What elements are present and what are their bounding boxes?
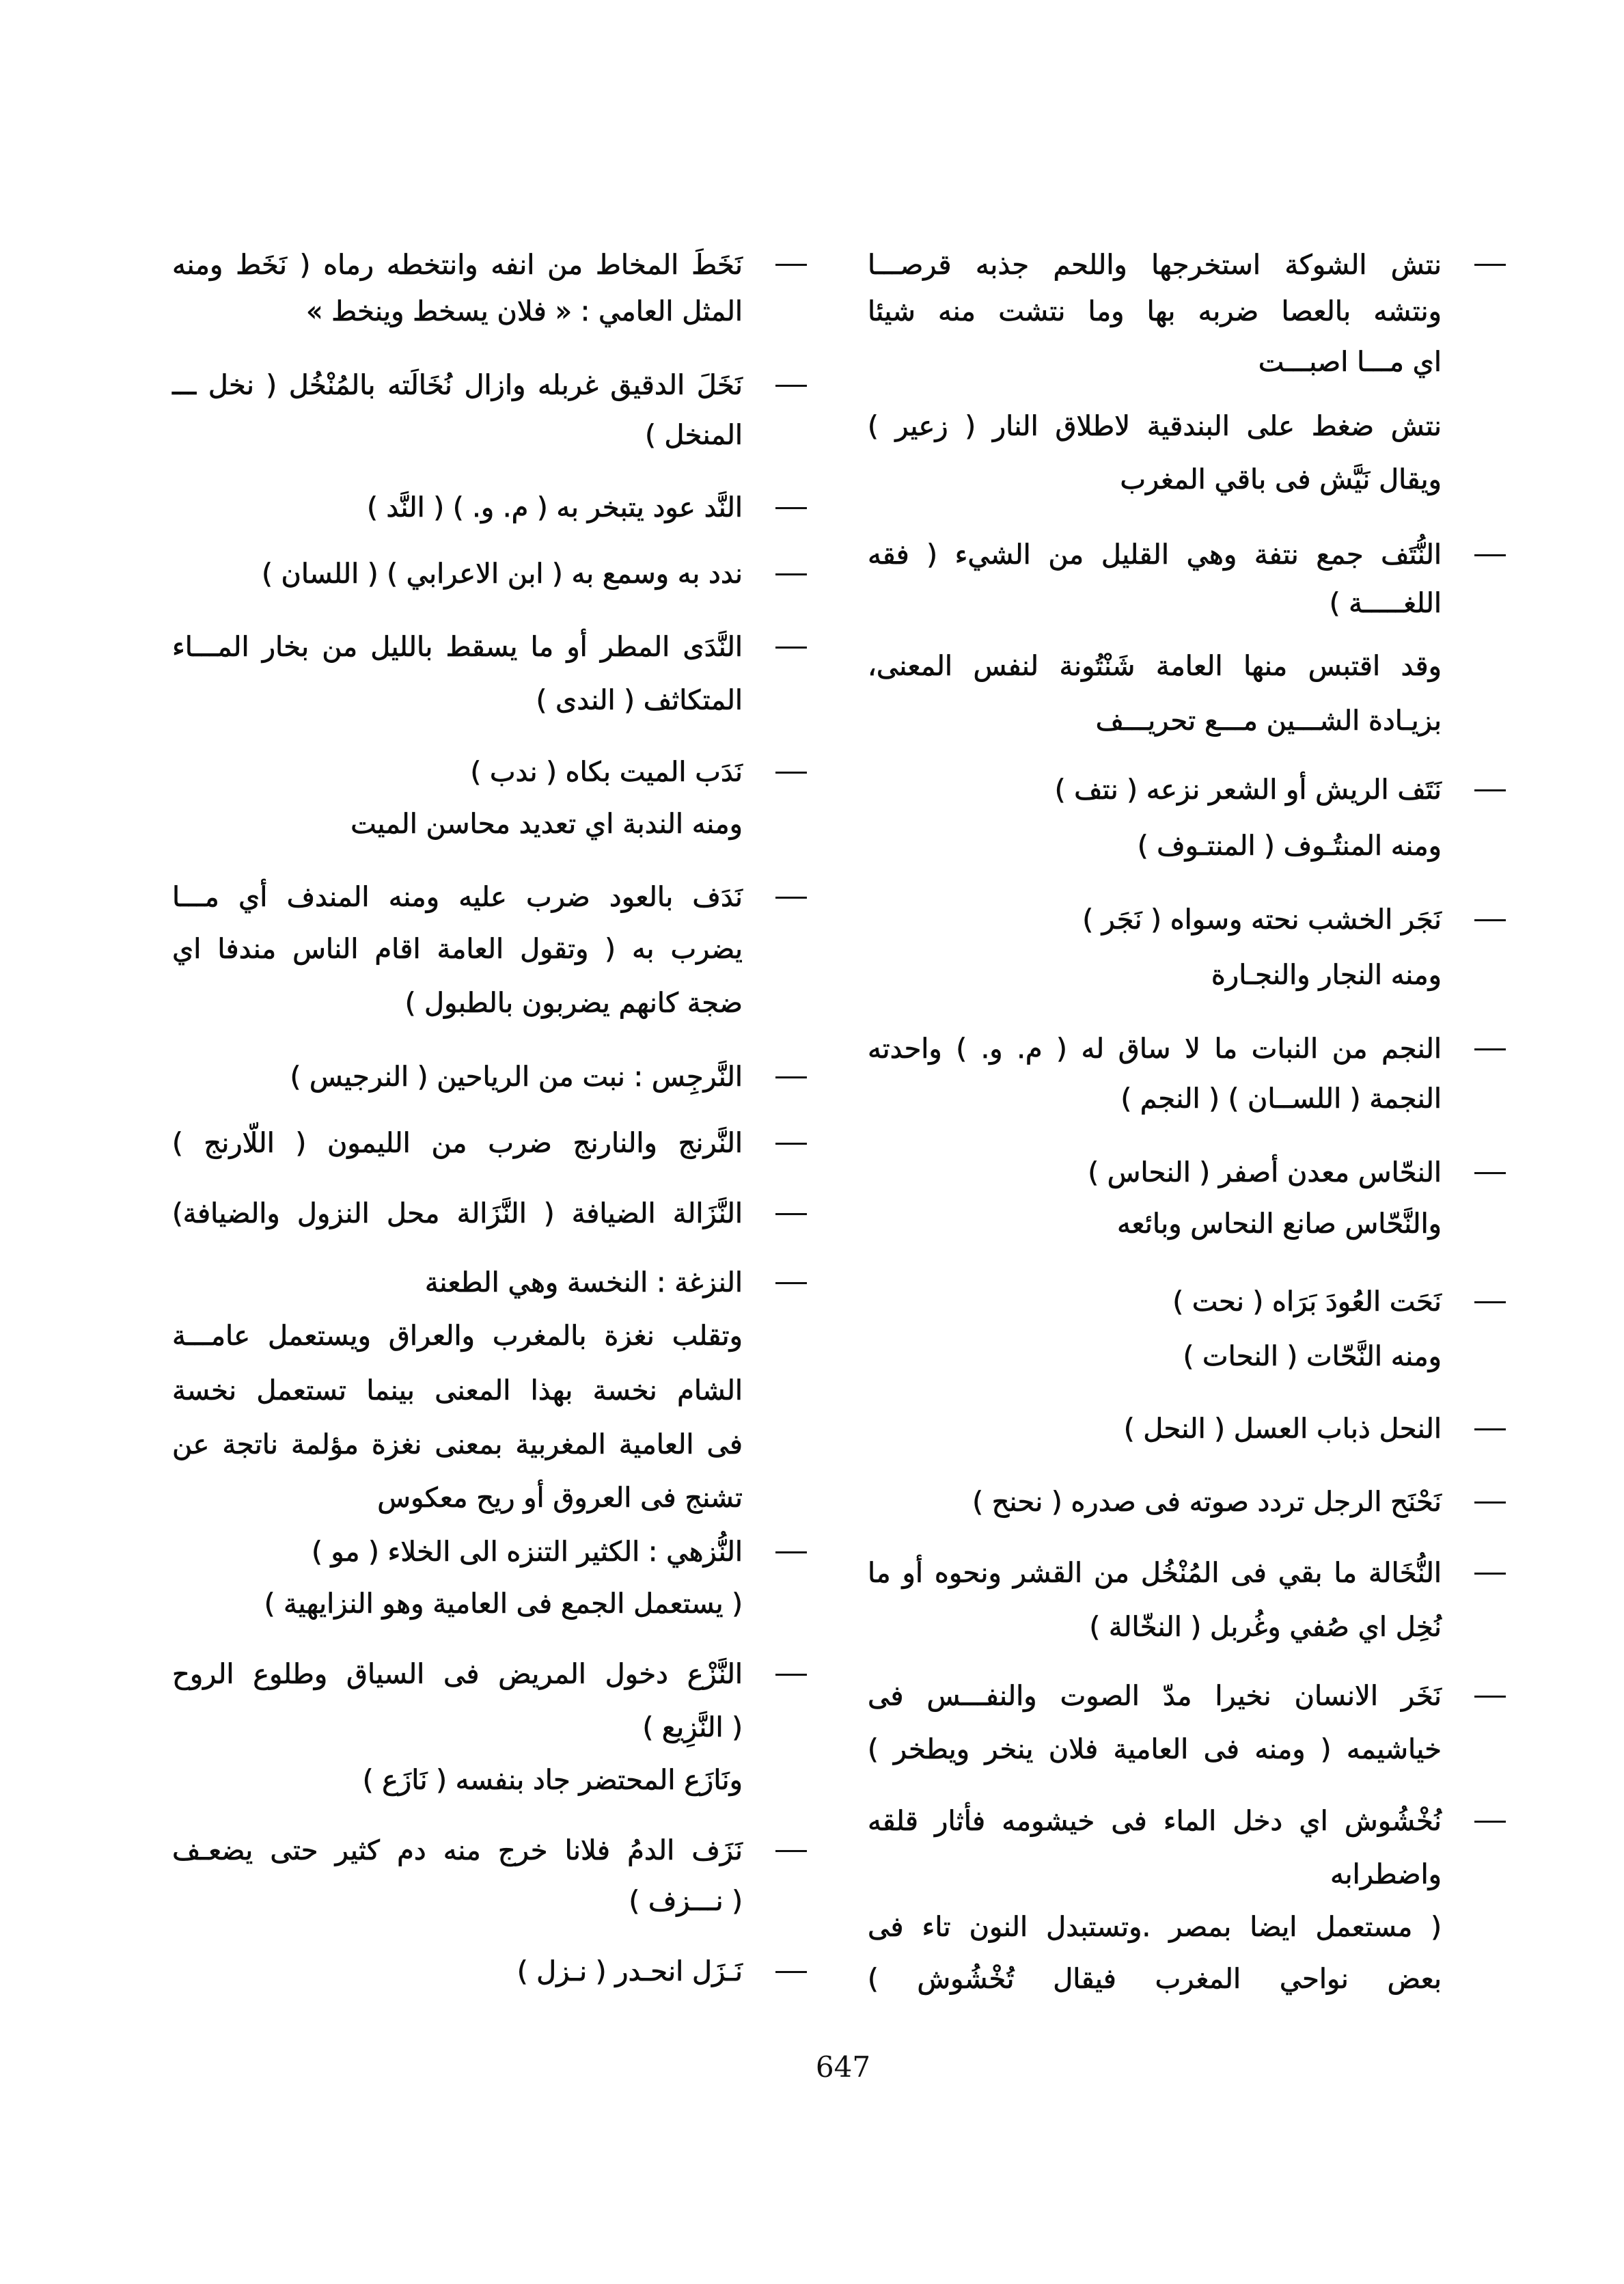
entry-line: المنخل ): [645, 420, 743, 451]
entry-line: ومنه النَّحّات ( النحات ): [1183, 1341, 1442, 1372]
entry-dash: [1474, 919, 1506, 921]
page-number: 647: [815, 2050, 871, 2084]
entry-line: النَّزَالة الضيافة ( النَّزَالة محل النزول والضيافة): [172, 1198, 743, 1229]
entry-line: النجمة ( اللســان ) ( النجم ): [1120, 1083, 1442, 1115]
entry-line: واضطرابه: [1330, 1859, 1442, 1890]
entry-line: نُخْشُوش اي دخل الماء فى خيشومه فأثار قلقه: [868, 1806, 1442, 1837]
entry-line: نَتَف الريش أو الشعر نزعه ( نتف ): [1054, 774, 1442, 806]
right-column: [868, 0, 1442, 2050]
entry-line: المتكاثف ( الندى ): [536, 685, 743, 716]
entry-dash: [775, 507, 807, 509]
entry-dash: [1474, 264, 1506, 266]
entry-line: يضرب به ( وتقول العامة اقام الناس مندفا اي: [172, 934, 743, 965]
entry-line: النَّرجِس : نبت من الرياحين ( النرجيس ): [290, 1061, 743, 1093]
entry-line: اللغـــــة ): [1329, 588, 1442, 619]
entry-line: ويقال نَيَّش فى باقي المغرب: [1120, 464, 1442, 495]
entry-line: النَّد عود يتبخر به ( م. و. ) ( النَّد ): [367, 492, 743, 524]
entry-dash: [1474, 1821, 1506, 1823]
entry-line: النحّاس معدن أصفر ( النحاس ): [1088, 1157, 1442, 1188]
entry-dash: [775, 1213, 807, 1215]
entry-dash: [775, 1143, 807, 1145]
entry-dash: [775, 1076, 807, 1078]
entry-line: نَجَر الخشب نحته وسواه ( نَجَر ): [1082, 904, 1442, 936]
entry-line: ومنه النجار والنجـارة: [1211, 960, 1442, 991]
entry-dash: [775, 1674, 807, 1676]
entry-dash: [775, 647, 807, 649]
entry-line: وتقلب نغزة بالمغرب والعراق ويستعمل عامـــة: [172, 1320, 743, 1352]
entry-line: اي مـــا اصبـــت: [1258, 346, 1442, 378]
entry-line: نَـزَل انحـدر ( نـزل ): [517, 1956, 743, 1987]
entry-line: نَخَطَ المخاط من انفه وانتخطه رماه ( نَخَط ومنه: [172, 249, 743, 281]
entry-dash: [775, 772, 807, 774]
entry-line: النَّرنج والنارنج ضرب من الليمون ( اللّارنج ): [172, 1128, 743, 1159]
entry-dash: [775, 385, 807, 387]
entry-dash: [1474, 554, 1506, 556]
entry-line: النُّزهي : الكثير التنزه الى الخلاء ( مو ): [312, 1536, 743, 1568]
entry-line: ونتشه بالعصا ضربه بها وما نتشت منه شيئا: [868, 296, 1442, 327]
entry-line: وقد اقتبس منها العامة شَنْتُونة لنفس المعنى،: [868, 651, 1442, 682]
entry-line: ندد به وسمع به ( ابن الاعرابي ) ( اللسان ): [262, 558, 743, 590]
entry-line: فى العامية المغربية بمعنى نغزة مؤلمة ناتجة عن: [172, 1429, 743, 1460]
entry-line: ( مستعمل ايضا بمصر .وتستبدل النون تاء فى: [868, 1912, 1442, 1943]
entry-dash: [1474, 1501, 1506, 1504]
entry-dash: [775, 264, 807, 266]
entry-line: ( نـــزف ): [629, 1886, 743, 1917]
entry-dash: [1474, 1573, 1506, 1575]
entry-line: ومنه المنتُـوف ( المنتـوف ): [1137, 830, 1442, 862]
entry-dash: [775, 1282, 807, 1284]
entry-dash: [775, 573, 807, 575]
entry-dash: [775, 897, 807, 899]
entry-dash: [1474, 1428, 1506, 1430]
entry-line: نَحَت العُودَ بَرَاه ( نحت ): [1172, 1286, 1442, 1318]
entry-line: نَدَف بالعود ضرب عليه ومنه المندف أي مـــا: [172, 882, 743, 913]
entry-line: ومنه الندبة اي تعديد محاسن الميت: [350, 808, 743, 840]
entry-line: بزيـادة الشـــين مـــع تحريـــف: [1095, 705, 1442, 737]
entry-line: النحل ذباب العسل ( النحل ): [1123, 1413, 1442, 1445]
entry-dash: [1474, 789, 1506, 791]
entry-dash: [775, 1971, 807, 1973]
entry-line: النجم من النبات ما لا ساق له ( م. و. ) واحدته: [868, 1033, 1442, 1065]
entry-line: المثل العامي : « فلان يسخط وينخط »: [305, 296, 743, 327]
entry-line: ( يستعمل الجمع فى العامية وهو النزايهية ): [264, 1588, 743, 1620]
entry-line: الشام نخسة بهذا المعنى بينما تستعمل نخسة: [172, 1375, 743, 1406]
entry-dash: [1474, 1048, 1506, 1050]
entry-line: خياشيمه ( ومنه فى العامية فلان ينخر ويطخر ): [868, 1734, 1442, 1765]
entry-line: تشنج فى العروق أو ريح معكوس: [377, 1482, 743, 1514]
entry-dash: [1474, 1696, 1506, 1698]
entry-dash: [1474, 1301, 1506, 1303]
entry-dash: [775, 1850, 807, 1852]
entry-line: نَدَب الميت بكاه ( ندب ): [470, 757, 743, 788]
entry-line: النُّتَف جمع نتفة وهي القليل من الشيء ( فقه: [868, 539, 1442, 571]
entry-dash: [775, 1551, 807, 1553]
entry-line: والنَّحّاس صانع النحاس وبائعه: [1117, 1208, 1442, 1240]
left-column: [172, 0, 743, 2050]
entry-line: ( النَّزِيع ): [642, 1712, 743, 1743]
entry-line: ضجة كانهم يضربون بالطبول ): [404, 988, 743, 1019]
entry-line: نُخِل اي صُفي وغُربل ( النخّالة ): [1089, 1612, 1442, 1643]
entry-line: نَحْنَح الرجل تردد صوته فى صدره ( نحنح ): [972, 1486, 1442, 1518]
entry-line: نتش الشوكة استخرجها واللحم جذبه قرصـــا: [868, 249, 1442, 281]
entry-line: النَّزْع دخول المريض فى السياق وطلوع الروح: [172, 1659, 743, 1690]
entry-line: نتش ضغط على البندقية لاطلاق النار ( زعير ): [868, 411, 1442, 442]
entry-line: نَزَف الدمُ فلانا خرج منه دم كثير حتى يضعـف: [172, 1835, 743, 1866]
entry-line: نَخَر الانسان نخيرا مدّ الصوت والنفـــس فى: [868, 1681, 1442, 1712]
entry-line: ونَازَع المحتضر جاد بنفسه ( نَازَع ): [362, 1765, 743, 1796]
entry-dash: [1474, 1172, 1506, 1174]
entry-line: النزغة : النخسة وهي الطعنة: [424, 1267, 743, 1299]
entry-line: بعض نواحي المغرب فيقال تُخْشُوش ): [868, 1963, 1442, 1995]
entry-line: نَخَلَ الدقيق غربله وازال نُخَالَته بالمُنْخُل ( نخل ـــ: [172, 370, 743, 401]
entry-line: النُّخَالة ما بقي فى المُنْخُل من القشر ونحوه أو ما: [868, 1558, 1442, 1589]
entry-line: النَّدَى المطر أو ما يسقط بالليل من بخار المـــاء: [172, 631, 743, 663]
